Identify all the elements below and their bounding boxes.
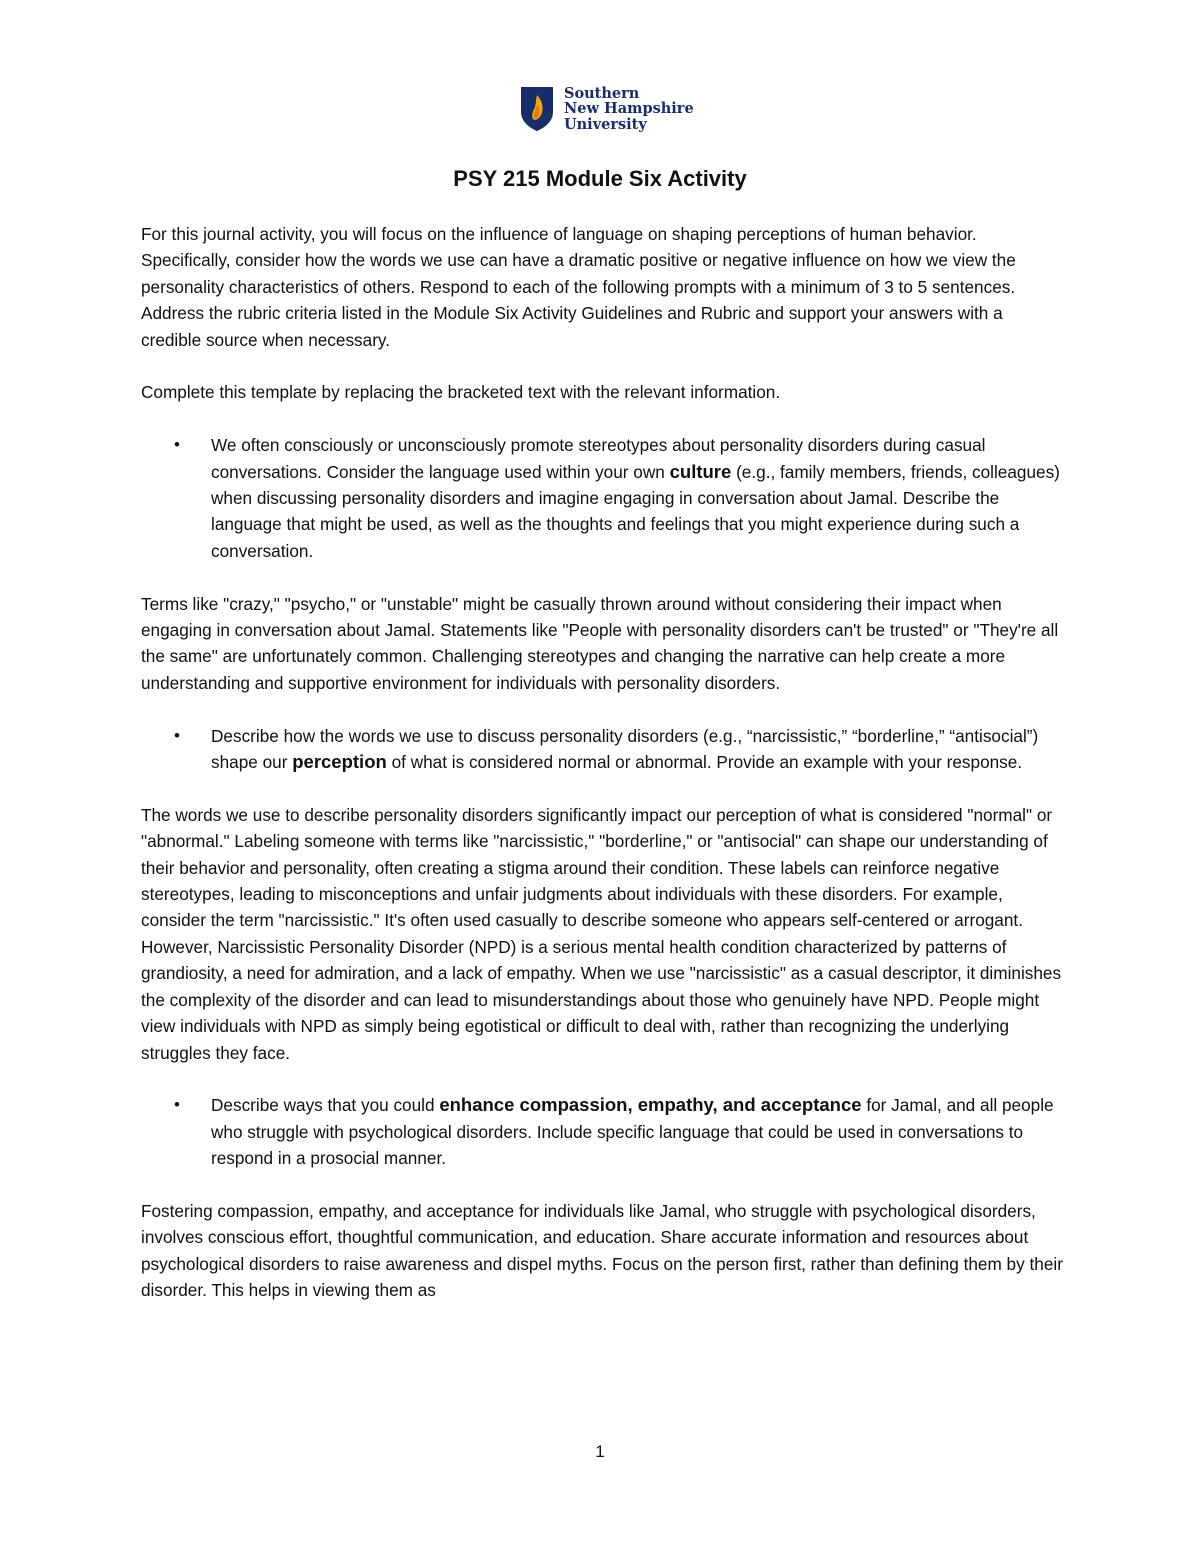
prompt-2	[141, 723, 1066, 776]
page-title: PSY 215 Module Six Activity	[453, 166, 747, 191]
university-logo	[520, 84, 694, 134]
prompt-3	[141, 1092, 1066, 1171]
bullet-icon: •	[174, 1095, 180, 1115]
prompt-2-keyword: perception	[292, 751, 387, 773]
prompt-2-text-before: Describe how the words we use to discuss personality disorders (e.g., “narcissistic,” “borderline,” “antisocial”) shape our	[211, 725, 1039, 773]
intro-paragraph: For this journal activity, you will focus on the influence of language on shaping perceptions of human behavior. Specifically, consider how the words we use can have a dramatic positive or negative influence on how we view the personality characteristics of others. Respond to each of the following prompts with a minimum of 3 to 5 sentences. Address the rubric criteria listed in the Module Six Activity Guidelines and Rubric and support your answers with a credible source when necessary.	[141, 224, 1016, 350]
bullet-icon: •	[174, 435, 180, 455]
response-1: Terms like "crazy," "psycho," or "unstable" might be casually thrown around without considering their impact when engaging in conversation about Jamal. Statements like "People with personality disorders can't be trusted" or "They're all the same" are unfortunately common. Challenging stereotypes and changing the narrative can help create a more understanding and supportive environment for individuals with personality disorders.	[141, 593, 1059, 693]
prompt-3-keyword: enhance compassion, empathy, and acceptance	[439, 1094, 862, 1116]
prompt-3-text-before: Describe ways that you could	[211, 1095, 440, 1116]
flame-shield-icon	[520, 86, 554, 132]
instruction-paragraph: Complete this template by replacing the bracketed text with the relevant information.	[141, 382, 781, 403]
response-3: Fostering compassion, empathy, and acceptance for individuals like Jamal, who struggle with psychological disorders, involves conscious effort, thoughtful communication, and education. Share accurate information and resources about psychological disorders to raise awareness and dispel myths. Focus on the person first, rather than defining them by their disorder. This helps in viewing them as	[141, 1200, 1063, 1301]
prompt-2-text-after: of what is considered normal or abnormal. Provide an example with your response.	[386, 752, 1023, 773]
prompt-1-text-before: We often consciously or unconsciously promote stereotypes about personality disorders during casual conversations. Consider the language used within your own	[211, 435, 986, 482]
prompt-1	[141, 432, 1066, 564]
prompt-3-text-after: for Jamal, and all people who struggle with psychological disorders. Include specific language that could be used in conversations to respond in a prosocial manner.	[211, 1095, 1054, 1169]
prompt-1-keyword: culture	[669, 460, 732, 482]
page-number: 1	[595, 1442, 605, 1461]
bullet-icon: •	[174, 725, 180, 745]
document-body	[141, 221, 1066, 1330]
response-2: The words we use to describe personality disorders significantly impact our perception of what is considered "normal" or "abnormal." Labeling someone with terms like "narcissistic," "borderline," or "antisocial" can shape our understanding of their behavior and personality, often creating a stigma around their condition. These labels can reinforce negative stereotypes, leading to misconceptions and unfair judgments about individuals with these disorders. For example, consider the term "narcissistic." It's often used casually to describe someone who appears self-centered or arrogant. However, Narcissistic Personality Disorder (NPD) is a serious mental health condition characterized by patterns of grandiosity, a need for admiration, and a lack of empathy. When we use "narcissistic" as a casual descriptor, it diminishes the complexity of the disorder and can lead to misunderstandings about those who genuinely have NPD. People might view individuals with NPD as simply being egotistical or difficult to deal with, rather than recognizing the underlying struggles they face.	[141, 804, 1062, 1063]
logo-line-1: Southern	[564, 84, 640, 102]
logo-line-3: University	[564, 115, 647, 133]
prompt-1-text-after: (e.g., family members, friends, colleagues) when discussing personality disorders and imagine engaging in conversation about Jamal. Describe the language that might be used, as well as the thoughts and feelings that you might experience during such a conversation.	[211, 461, 1060, 561]
university-name	[564, 86, 694, 133]
logo-line-2: New Hampshire	[564, 100, 694, 118]
